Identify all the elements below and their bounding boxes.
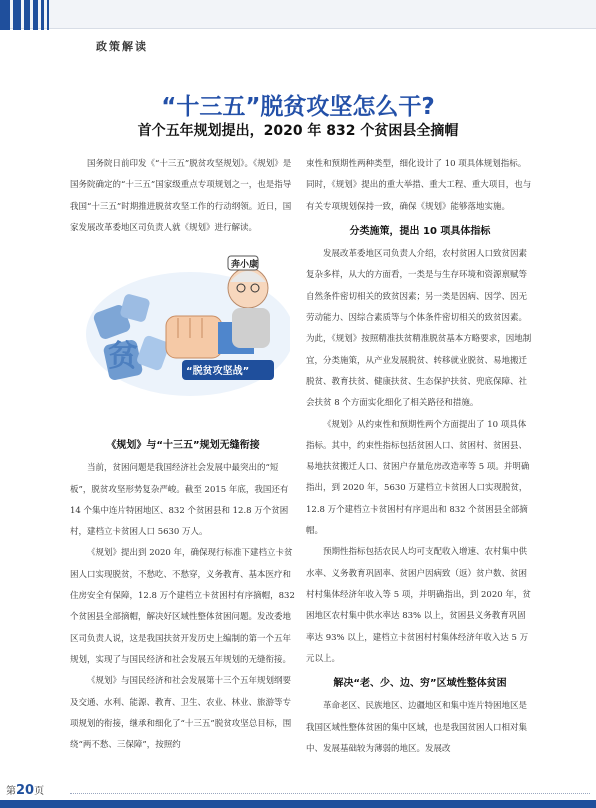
pieces-text: 贫 [108,339,138,374]
paragraph: 革命老区、民族地区、边疆地区和集中连片特困地区是我国区域性整体贫困的集中区域，也是我国贫困人口相对集中、发展基础较为薄弱的地区。发展改 [306,701,528,755]
article-subtitle: 首个五年规划提出，2020 年 832 个贫困县全摘帽 [137,123,459,139]
paragraph: 束性和预期性两种类型，细化设计了 10 项具体规划指标。同时，《规划》提出的重大举措、重大工程、重大项目，也与有关专项规划保持一致，确保《规划》能够落地实施。 [306,159,532,212]
left-column-body [70,432,296,756]
paragraph: 《规划》提出到 2020 年，确保现行标准下建档立卡贫困人口实现脱贫，不愁吃、不愁穿，义务教育、基本医疗和住房安全有保障，12.8 万个建档立卡贫困村有序摘帽，832 个贫困县全部摘帽，解决好区域性整体贫困问题。发改委地区司负责人说，这是我国扶贫开发历史上编制的第一个五年规划，实现了与国民经济和社会发展五年规划的无缝衔接。 [70,548,295,665]
section-label: 政策解读 [96,40,148,53]
cartoon-illustration [78,242,290,418]
article-title: “十三五”脱贫攻坚怎么干? [161,94,435,120]
section-heading: 《规划》与“十三五”规划无缝衔接 [106,440,260,451]
right-column [306,154,534,760]
paragraph: 国务院日前印发《“十三五”脱贫攻坚规划》。《规划》是国务院确定的“十三五”国家级重点专项规划之一，也是指导我国“十三五”时期推进脱贫攻坚工作的行动纲领。近日，国家发展改革委地区司负责人就《规划》进行解读。 [70,159,292,233]
section-heading: 解决“老、少、边、穷”区域性整体贫困 [333,678,507,690]
paragraph: 《规划》从约束性和预期性两个方面提出了 10 项具体指标。其中，约束性指标包括贫困人口、贫困村、贫困县、易地扶贫搬迁人口、贫困户存量危房改造率等 5 项。并明确指出，到 2020 年，5630 万建档立卡贫困人口实现脱贫，12.8 万个建档立卡贫困村有序退出和 832 个贫困县全部摘帽。 [306,419,530,537]
header-divider [0,28,596,29]
paragraph: 预期性指标包括农民人均可支配收入增速、农村集中供水率、义务教育巩固率、贫困户因病致（返）贫户数、贫困村村集体经济年收入等 5 项，并明确指出，到 2020 年，贫困地区农村集中供水率达 83% 以上，贫困县义务教育巩固率达 93% 以上，建档立卡贫困村村集体经济年收入达 5 万元以上。 [306,547,531,664]
footer-divider [70,793,590,794]
section-heading: 分类施策，提出 10 项具体指标 [349,225,491,237]
header-bar [0,0,596,28]
banner [182,360,274,380]
paragraph: 当前，贫困问题是我国经济社会发展中最突出的“短板”，脱贫攻坚形势复杂严峻。截至 2015 年底，我国还有 14 个集中连片特困地区、832 个贫困县和 12.8 万个贫困村，建档立卡贫困人口 5630 万人。 [70,463,289,538]
footer-bar [0,800,596,808]
left-column-intro [70,154,296,239]
page-footer [0,778,596,808]
page-number: 第20页 [6,783,45,798]
person-label: 奔小康 [231,260,259,270]
banner-label: “脱贫攻坚战” [186,366,250,377]
header-stripes [0,0,49,30]
paragraph: 发展改革委地区司负责人介绍，农村贫困人口致贫因素复杂多样，从大的方面看，一类是与生存环境和资源禀赋等自然条件密切相关的致贫因素；另一类是因病、因学、因无劳动能力、因综合素质等与个体条件密切相关的致贫因素。为此，《规划》按照精准扶贫精准脱贫基本方略要求，因地制宜，分类施策，从产业发展脱贫、转移就业脱贫、易地搬迁脱贫、教育扶贫、健康扶贫、生态保护扶贫、兜底保障、社会扶贫 8 个方面实化细化了相关路径和措施。 [306,249,532,409]
paragraph: 《规划》与国民经济和社会发展第十三个五年规划纲要及交通、水利、能源、教育、卫生、农业、林业、旅游等专项规划的衔接，继承和细化了“十三五”脱贫攻坚总目标，围绕“两不愁、三保障”，按照约 [70,676,292,751]
